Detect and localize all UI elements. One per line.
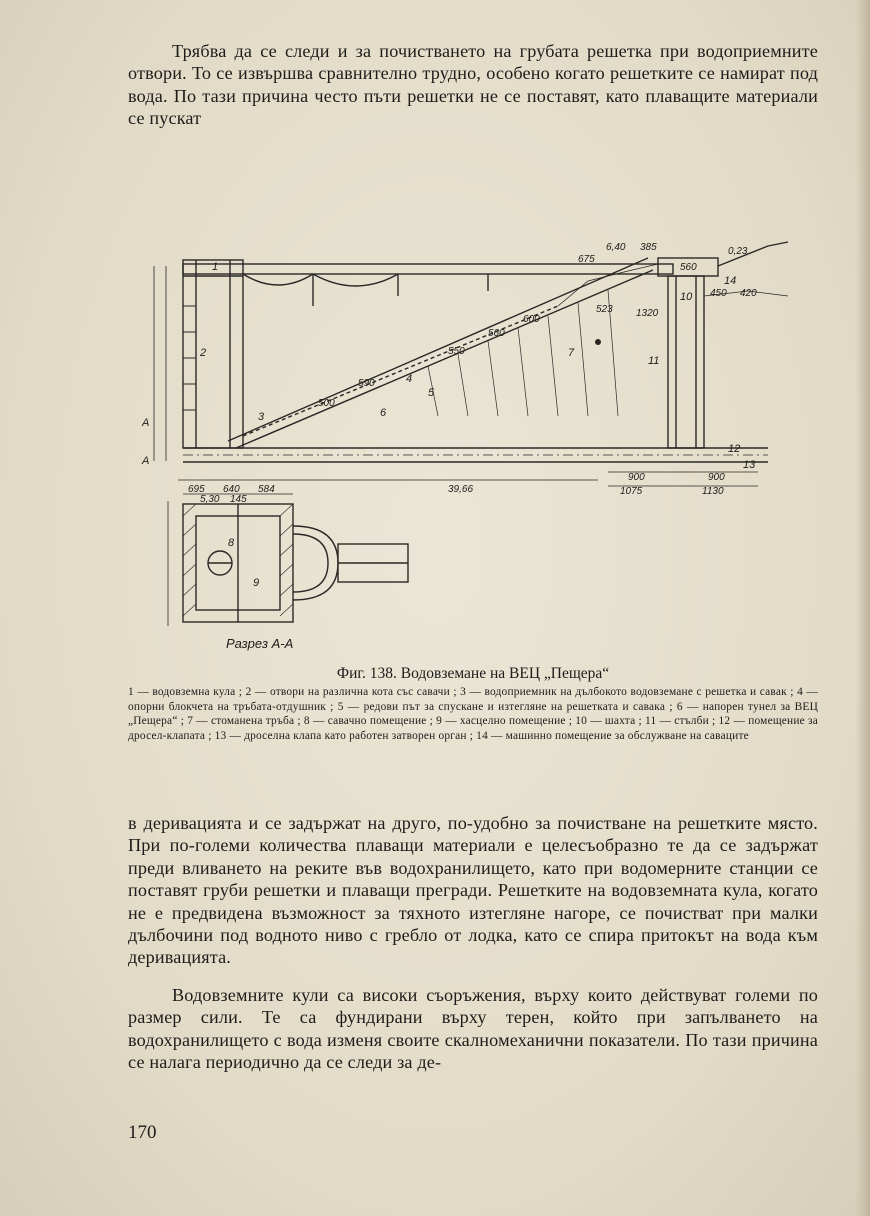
- item-label: 9: [253, 577, 260, 589]
- item-label: 6: [380, 407, 387, 419]
- item-label: 5: [428, 387, 435, 399]
- paragraph-top: Трябва да се следи и за почистването на грубата решетка при водоприемните отвори. То се извършва сравнително трудно, особено когато решетките се намират под вода. По тази причина често пъти решетки не се поставят, като плаващите материали се пускат: [128, 41, 818, 129]
- dim-label: 39,66: [448, 484, 474, 495]
- dim-label: 900: [628, 472, 645, 483]
- item-label: 13: [743, 459, 756, 471]
- dim-label: 5,30: [200, 494, 220, 505]
- item-label: 11: [648, 355, 660, 367]
- dim-label: 1130: [702, 486, 724, 497]
- item-label: 10: [680, 291, 693, 303]
- dim-label: 1320: [636, 308, 659, 319]
- item-label: 3: [258, 411, 265, 423]
- dim-label: 1075: [620, 486, 643, 497]
- figure-138: [128, 236, 818, 656]
- legend-text: 1 — водовземна кула ; 2 — отвори на различна кота със савачи ; 3 — водоприемник на дълбокото водовземане с решетка и савак ; 4 — опорни блокчета на тръбата-отдушник ; 5 — редови път за спускане и изтегляне на решетката и савака ; 6 — напорен тунел за ВЕЦ „Пещера“ ; 7 — стоманена тръба ; 8 — савачно помещение ; 9 — хасцелно помещение ; 10 — шахта ; 11 — стълби ; 12 — помещение за дросел-клапата ; 13 — дроселна клапа като работен затворен орган ; 14 — машинно помещение за обслужване на саваците: [128, 686, 818, 742]
- dim-label: 0,23: [728, 246, 748, 257]
- dim-label: 900: [708, 472, 725, 483]
- section-mark: А: [142, 455, 150, 467]
- page-number: 170: [128, 1122, 157, 1143]
- section-caption: Разрез А-А: [226, 636, 294, 651]
- dim-label: 560: [680, 262, 697, 273]
- item-label: 8: [228, 537, 235, 549]
- item-label: 14: [724, 275, 737, 287]
- dim-label: 385: [640, 242, 657, 253]
- dim-label: 590: [358, 378, 375, 389]
- dim-label: 420: [740, 288, 757, 299]
- figure-title: Фиг. 138. Водовземане на ВЕЦ „Пещера“: [336, 665, 610, 682]
- dim-label: 500: [318, 398, 335, 409]
- dim-label: 600: [523, 314, 540, 325]
- section-a-a-curved-wall: [293, 526, 338, 600]
- dim-label: 145: [230, 494, 247, 505]
- dim-label: 640: [223, 484, 240, 495]
- engineering-drawing: [128, 236, 818, 656]
- figure-legend: [128, 685, 818, 743]
- item-label: 12: [728, 443, 741, 455]
- dim-label: 675: [578, 254, 595, 265]
- access-bridge: [183, 264, 673, 274]
- center-point: [595, 339, 601, 345]
- item-label: 7: [568, 347, 575, 359]
- dim-label: 560: [488, 328, 505, 339]
- item-label: 1: [212, 261, 219, 273]
- paragraph-bottom: Водовземните кули са високи съоръжения, върху които действуват големи по размер сили. Те са фундирани върху терен, който при запълването на водохранилището с вода изменя своите скалномеханични показатели. По тази причина се налага периодично да се следи за де-: [128, 985, 818, 1073]
- page-edge-shadow: [856, 0, 870, 1216]
- paragraph-middle: в деривацията и се задържат на друго, по-удобно за почистване на решетките място. При по-големи количества плаващи материали е целесъобразно те да се задържат преди вливането на реките във водохранилището, като при водомерните станции се поставят груби решетки и плаващи прегради. Решетките на водовземната кула, когато не е предвидена възможност за тяхното изтегляне нагоре, се почистват при малки дълбочини под водното ниво с гребло от лодка, като се спира притокът на вода към деривацията.: [128, 813, 818, 968]
- dim-label: 6,40: [606, 242, 626, 253]
- item-label: 4: [406, 373, 413, 385]
- dim-label: 450: [710, 288, 727, 299]
- intake-tower-outline: [183, 260, 243, 448]
- dim-label: 695: [188, 484, 205, 495]
- dim-label: 523: [596, 304, 613, 315]
- section-mark: А: [142, 417, 150, 429]
- item-label: 2: [200, 347, 207, 359]
- dim-label: 584: [258, 484, 275, 495]
- dim-label: 550: [448, 346, 465, 357]
- inclined-track: [228, 258, 648, 441]
